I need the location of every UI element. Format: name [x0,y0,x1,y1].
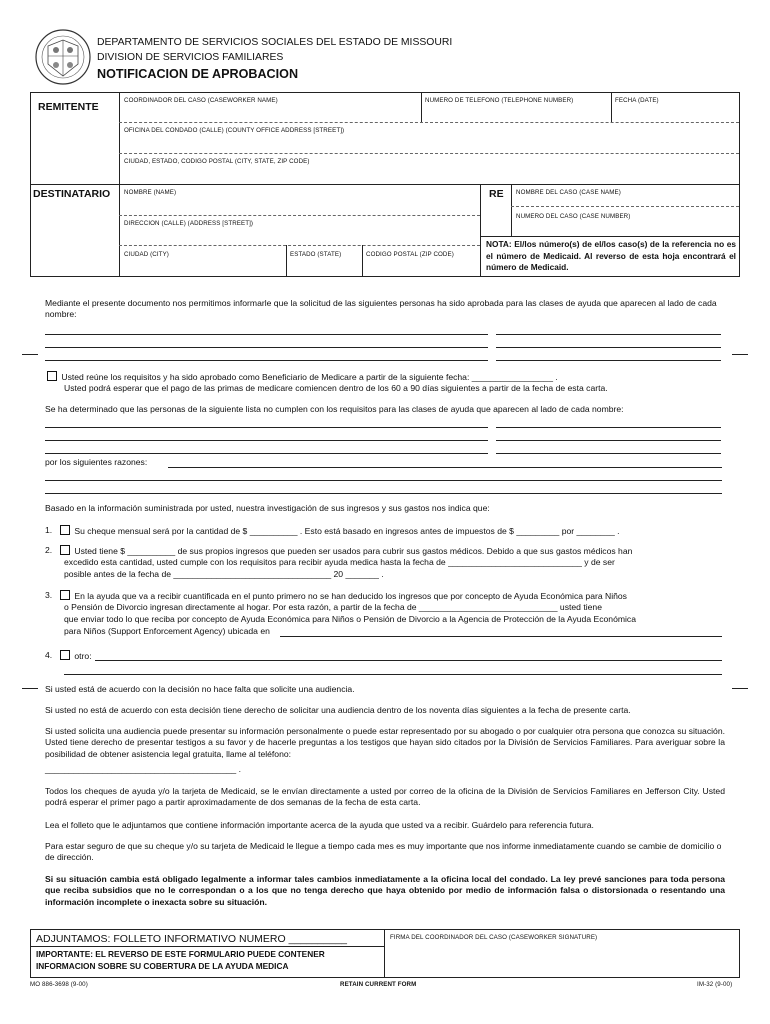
form-number: MO 886-3698 (9-00) [30,981,88,988]
item-3-checkbox[interactable] [60,590,70,600]
hearing-rights-text: Si usted solicita una audiencia puede presentar su información personalmente o puede estar representado por su abogado o por cualquier otra persona que conozca su situación. Usted tiene derecho de presentar testigos a su favor y de hacerle preguntas a los testigos que hayan sido citados por la División de Servicios Familiares. Para averiguar sobre la posibilidad de obtener asistencia legal gratuita, llame al teléfono: [45,726,725,759]
recipient-zip-field[interactable]: CODIGO POSTAL (ZIP CODE) [366,251,454,258]
item-3-number: 3. [45,590,53,600]
telephone-field[interactable]: NUMERO DE TELEFONO (TELEPHONE NUMBER) [425,97,574,104]
item-4-text: otro: [74,651,92,661]
agency-name: DEPARTAMENTO DE SERVICIOS SOCIALES DEL ESTADO DE MISSOURI [97,37,453,48]
recipient-state-field[interactable]: ESTADO (STATE) [290,251,342,258]
medicare-checkbox[interactable] [47,371,57,381]
booklet-text: Lea el folleto que le adjuntamos que contiene información importante acerca de la ayuda que usted va a recibir. Guárdelo para referencia futura. [45,820,594,830]
reasons-label: por los siguientes razones: [45,457,148,467]
recipient-address-field[interactable]: DIRECCION (CALLE) (ADDRESS [STREET]) [124,220,254,227]
item-2-row[interactable] [60,545,632,557]
item-1-text: Su cheque mensual será por la cantidad de $ __________ . Esto está basado en ingresos antes de impuestos de $ _________ por ________ . [74,526,620,536]
agree-text: Si usted está de acuerdo con la decisión no hace falta que solicite una audiencia. [45,684,355,694]
item-2-text-b: excedido esta cantidad, usted cumple con los requisitos para recibir ayuda medica hasta la fecha de ____________________________ y de ser [64,557,615,567]
item-3-text-c: que enviar todo lo que reciba por concepto de Ayuda Económica para Niños o Pensión de Divorcio a la Agencia de Protección de la Ayuda Económica [64,614,637,624]
re-label: RE [489,188,504,200]
caseworker-name-field[interactable]: COORDINADOR DEL CASO (CASEWORKER NAME) [124,97,278,104]
recipient-name-field[interactable]: NOMBRE (NAME) [124,189,177,196]
checks-info-text: Todos los cheques de ayuda y/o la tarjeta de Medicaid, se le envían directamente a usted por correo de la oficina de la División de Servicios Familiares en Jefferson City. Usted podrá esperar el primer pago a partir aproximadamente de dos semanas de la fecha de esta carta. [45,786,725,808]
recipient-label: DESTINATARIO [33,188,111,200]
sender-label: REMITENTE [38,101,99,113]
item-2-checkbox[interactable] [60,545,70,555]
item-3-text-a: En la ayuda que va a recibir cuantificada en el punto primero no se han deducido los ingresos que por concepto de Ayuda Económica para Niños [74,591,627,601]
item-1-checkbox[interactable] [60,525,70,535]
notify-change-text: Para estar seguro de que su cheque y/o su tarjeta de Medicaid le llegue a tiempo cada mes es muy importante que nos informe inmediatamente cuando se cambie de domicilio o de dirección. [45,841,722,863]
legal-aid-phone-line: ________________________________________ . [45,764,241,774]
caseworker-signature-field[interactable]: FIRMA DEL COORDINADOR DEL CASO (CASEWORKER SIGNATURE) [390,934,598,941]
division-name: DIVISION DE SERVICIOS FAMILIARES [97,52,284,63]
date-field[interactable]: FECHA (DATE) [615,97,659,104]
item-4-number: 4. [45,650,53,660]
approval-intro-text: Mediante el presente documento nos permitimos informarle que la solicitud de las siguientes personas ha sido aprobada para las clases de ayuda que aparecen al lado de cada nombre: [45,298,717,320]
item-2-text-c: posible antes de la fecha de _________________________________ 20 _______ . [64,569,384,579]
medicare-eligibility-text: Usted reúne los requisitos y ha sido aprobado como Beneficiario de Medicare a partir de la siguiente fecha: _________________ . [61,372,558,382]
case-name-field[interactable]: NOMBRE DEL CASO (CASE NAME) [516,189,621,196]
sender-city-state-zip-field[interactable]: CIUDAD, ESTADO, CODIGO POSTAL (CITY, STATE, ZIP CODE) [124,158,310,165]
county-office-address-field[interactable]: OFICINA DEL CONDADO (CALLE) (COUNTY OFFICE ADDRESS [STREET]) [124,127,345,134]
item-2-number: 2. [45,545,53,555]
page-title: NOTIFICACION DE APROBACION [97,67,299,81]
attachments-field[interactable]: ADJUNTAMOS: FOLLETO INFORMATIVO NUMERO __________ [36,933,347,945]
item-3-row[interactable] [60,590,627,602]
medicaid-number-note: NOTA: El/los número(s) de el/los caso(s) de la referencia no es el número de Medicaid. Al reverso de esta hoja encontrará el número de Medicaid. [486,239,736,273]
retain-form-label: RETAIN CURRENT FORM [340,981,417,988]
item-1-number: 1. [45,525,53,535]
im-form-code: IM-32 (9-00) [697,981,733,988]
investigation-text: Basado en la información suministrada por usted, nuestra investigación de sus ingresos y sus gastos nos indica que: [45,503,490,513]
medicare-checkbox-row[interactable] [47,371,558,383]
legal-obligation-text: Si su situación cambia está obligado legalmente a informar tales cambios inmediatamente a la oficina local del condado. La ley prevé sanciones para toda persona que reciba subsidios que no le correspondan o a los que no tenga derecho que haya obtenido por medio de información falsa o distorsionada o resentando una información incomplete o inexacta sobre su situación. [45,874,725,907]
recipient-city-field[interactable]: CIUDAD (CITY) [124,251,169,258]
disagree-text: Si usted no está de acuerdo con esta decisión tiene derecho de solicitar una audiencia dentro de los noventa días siguientes a la fecha de presente carta. [45,705,631,715]
case-number-field[interactable]: NUMERO DEL CASO (CASE NUMBER) [516,213,631,220]
item-4-row[interactable] [60,650,92,662]
item-1-row[interactable] [60,525,620,537]
medicare-premium-text: Usted podrá esperar que el pago de las primas de medicare comiencen dentro de los 60 a 90 días siguientes a partir de la fecha de esta carta. [64,383,608,393]
item-3-text-d: para Niños (Support Enforcement Agency) ubicada en [64,626,270,636]
important-notice: IMPORTANTE: EL REVERSO DE ESTE FORMULARIO PUEDE CONTENER INFORMACION SOBRE SU COBERTURA DE LA AYUDA MEDICA [36,949,325,971]
item-2-text-a: Usted tiene $ __________ de sus propios ingresos que pueden ser usados para cubrir sus gastos médicos. Debido a que sus gastos médicos han [74,546,633,556]
item-4-checkbox[interactable] [60,650,70,660]
item-3-text-b: o Pensión de Divorcio ingresan directamente al hogar. Por esta razón, a partir de la fecha de _____________________________ usted tiene [64,602,602,612]
missouri-seal-logo [34,28,92,86]
not-eligible-text: Se ha determinado que las personas de la siguiente lista no cumplen con los requisitos para las clases de ayuda que aparecen al lado de cada nombre: [45,404,624,414]
